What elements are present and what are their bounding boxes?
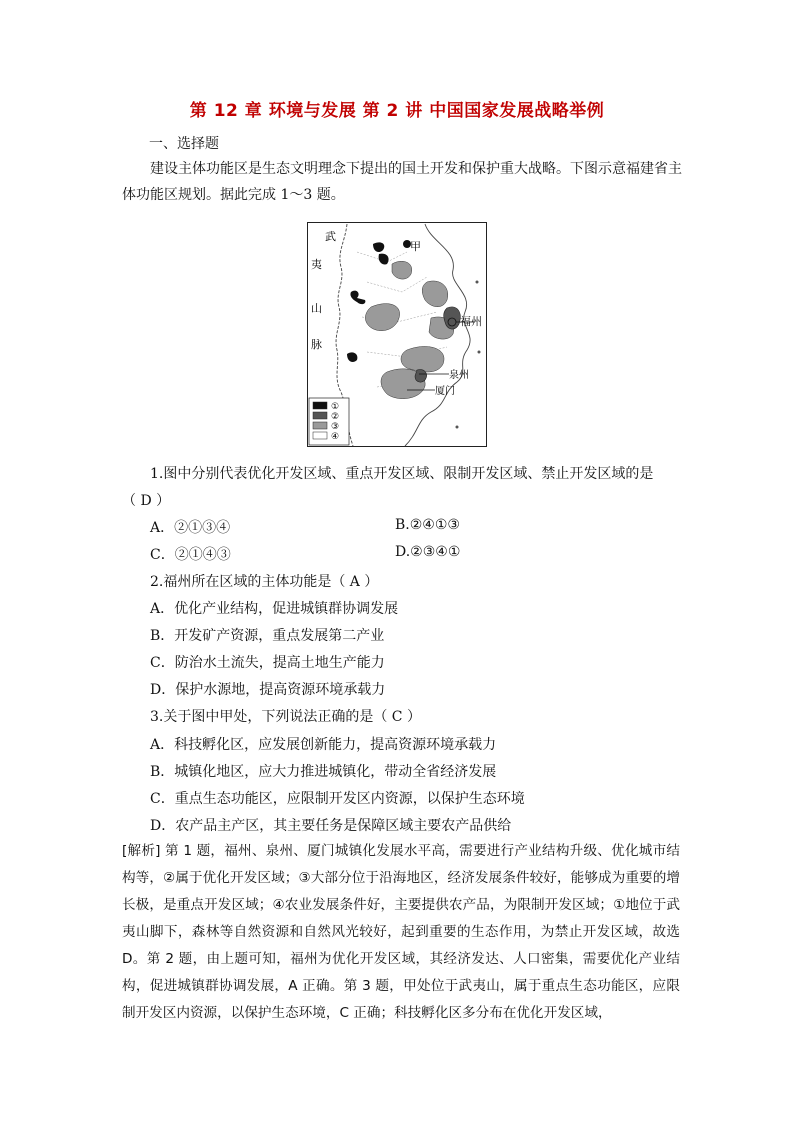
analysis-paragraph	[122, 838, 680, 1027]
q2-option-b: B．开发矿产资源，重点发展第二产业	[150, 628, 385, 644]
map-legend	[309, 398, 349, 445]
q3-option-b: B．城镇化地区，应大力推进城镇化，带动全省经济发展	[150, 764, 497, 780]
label-jia: 甲	[410, 240, 421, 253]
island	[478, 351, 481, 354]
island	[476, 281, 479, 284]
intro-paragraph: 建设主体功能区是生态文明理念下提出的国土开发和保护重大战略。下图示意福建省主体功能区规划。据此完成 1～3 题。	[122, 161, 682, 203]
legend-2: ②	[331, 412, 340, 422]
q1-option-d: D.②③④①	[395, 544, 461, 560]
island	[456, 426, 459, 429]
legend-3: ③	[331, 422, 340, 432]
fujian-zoning-map	[307, 222, 487, 447]
page-title: 第 12 章 环境与发展 第 2 讲 中国国家发展战略举例	[189, 101, 605, 121]
q1-option-a: A．②①③④	[150, 520, 231, 536]
q3-option-c: C．重点生态功能区，应限制开发区内资源，以保护生态环境	[150, 791, 525, 807]
q1-option-b: B.②④①③	[395, 517, 460, 533]
q1-answer: （ D ）	[122, 493, 171, 509]
q2-stem: 2.福州所在区域的主体功能是（ A ）	[150, 574, 379, 590]
label-shan: 山	[311, 302, 322, 315]
q3-stem: 3.关于图中甲处，下列说法正确的是（ C ）	[150, 709, 421, 725]
section-heading: 一、选择题	[149, 136, 219, 152]
q1-option-c: C．②①④③	[150, 547, 231, 563]
q2-option-a: A．优化产业结构，促进城镇群协调发展	[150, 601, 399, 617]
q3-option-a: A．科技孵化区，应发展创新能力，提高资源环境承载力	[150, 737, 497, 753]
analysis-text: 第 1 题，福州、泉州、厦门城镇化发展水平高，需要进行产业结构升级、优化城市结构等，②属于优化开发区域；③大部分位于沿海地区，经济发展条件较好，能够成为重要的增长极，是重点开发区域；④农业发展条件好，主要提供农产品，为限制开发区域；①地位于武夷山脚下，森林等自然资源和自然风光较好，起到重要的生态作用，为禁止开发区域，故选 D。第 2 题，由上题可知，福州为优化开发区域，其经济发达、人口密集，需要优化产业结构，促进城镇群协调发展，A 正确。第 3 题，甲处位于武夷山，属于重点生态功能区，应限制开发区内资源，以保护生态环境，C 正确；科技孵化区多分布在优化开发区域，	[122, 843, 680, 1021]
label-xiamen: 厦门	[435, 386, 455, 397]
label-yi: 夷	[311, 258, 322, 271]
zone-2-quanzhou	[415, 370, 427, 382]
map-label-fuzhou: 福州	[460, 315, 482, 328]
q1-stem: 1.图中分别代表优化开发区域、重点开发区域、限制开发区域、禁止开发区域的是	[150, 466, 654, 482]
q2-option-d: D．保护水源地，提高资源环境承载力	[150, 682, 386, 698]
legend-4: ④	[331, 432, 340, 442]
zone-3-area-central	[401, 346, 444, 372]
label-mai: 脉	[311, 338, 322, 351]
q2-option-c: C．防治水土流失，提高土地生产能力	[150, 655, 385, 671]
q3-option-d: D．农产品主产区，其主要任务是保障区域主要农产品供给	[150, 818, 512, 834]
label-wu: 武	[325, 230, 336, 243]
zone-3-area-north	[392, 261, 412, 279]
analysis-tag: [解析]	[122, 843, 161, 859]
label-quanzhou: 泉州	[449, 370, 469, 381]
legend-1: ①	[331, 402, 340, 412]
